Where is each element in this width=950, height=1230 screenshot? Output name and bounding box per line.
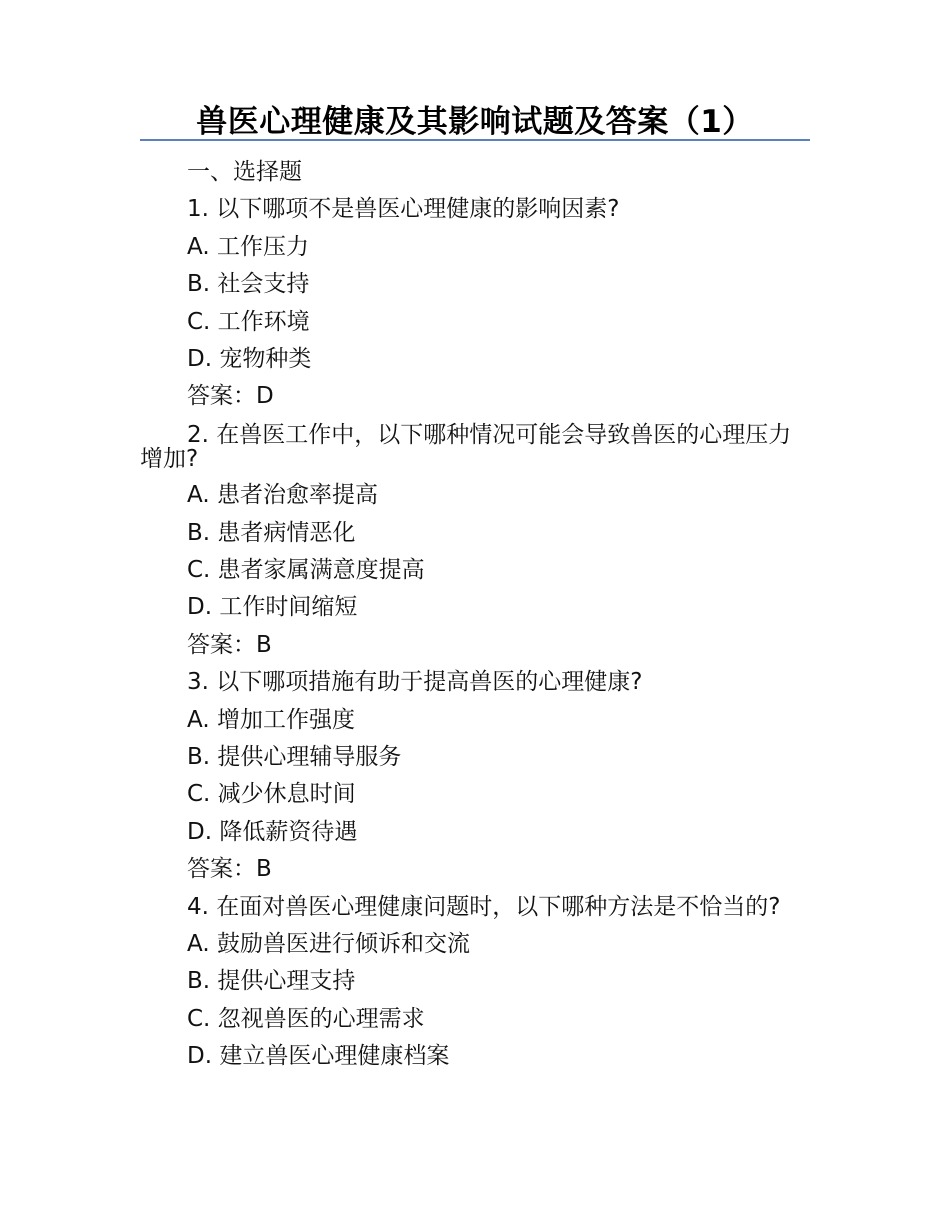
answer-option: B. 提供心理支持 xyxy=(187,968,356,995)
answer-option: B. 提供心理辅导服务 xyxy=(187,744,402,771)
answer-option: D. 工作时间缩短 xyxy=(187,594,358,621)
section-heading: 一、选择题 xyxy=(187,159,302,185)
document-body xyxy=(140,154,810,1076)
answer-option: A. 工作压力 xyxy=(187,233,309,260)
answer-option: A. 增加工作强度 xyxy=(187,706,355,733)
question-stem: 2. 在兽医工作中，以下哪种情况可能会导致兽医的心理压力增加? xyxy=(140,421,792,472)
answer-option: D. 宠物种类 xyxy=(187,346,312,373)
answer-option: D. 建立兽医心理健康档案 xyxy=(187,1043,450,1070)
answer-option: C. 工作环境 xyxy=(187,308,310,335)
answer-key: 答案：D xyxy=(187,383,274,410)
answer-option: A. 鼓励兽医进行倾诉和交流 xyxy=(187,931,470,958)
title-underline xyxy=(140,139,810,141)
answer-option: B. 社会支持 xyxy=(187,271,310,298)
answer-option: C. 忽视兽医的心理需求 xyxy=(187,1005,425,1032)
question-stem: 3. 以下哪项措施有助于提高兽医的心理健康? xyxy=(187,669,643,696)
answer-option: C. 减少休息时间 xyxy=(187,781,356,808)
answer-option: B. 患者病情恶化 xyxy=(187,519,356,546)
answer-option: D. 降低薪资待遇 xyxy=(187,818,358,845)
answer-option: C. 患者家属满意度提高 xyxy=(187,557,425,584)
question-stem: 4. 在面对兽医心理健康问题时，以下哪种方法是不恰当的? xyxy=(187,894,781,921)
answer-key: 答案：B xyxy=(187,856,272,883)
question-stem: 1. 以下哪项不是兽医心理健康的影响因素? xyxy=(187,196,620,223)
answer-option: A. 患者治愈率提高 xyxy=(187,482,378,509)
answer-key: 答案：B xyxy=(187,631,272,658)
document-title: 兽医心理健康及其影响试题及答案（1） xyxy=(196,104,754,140)
